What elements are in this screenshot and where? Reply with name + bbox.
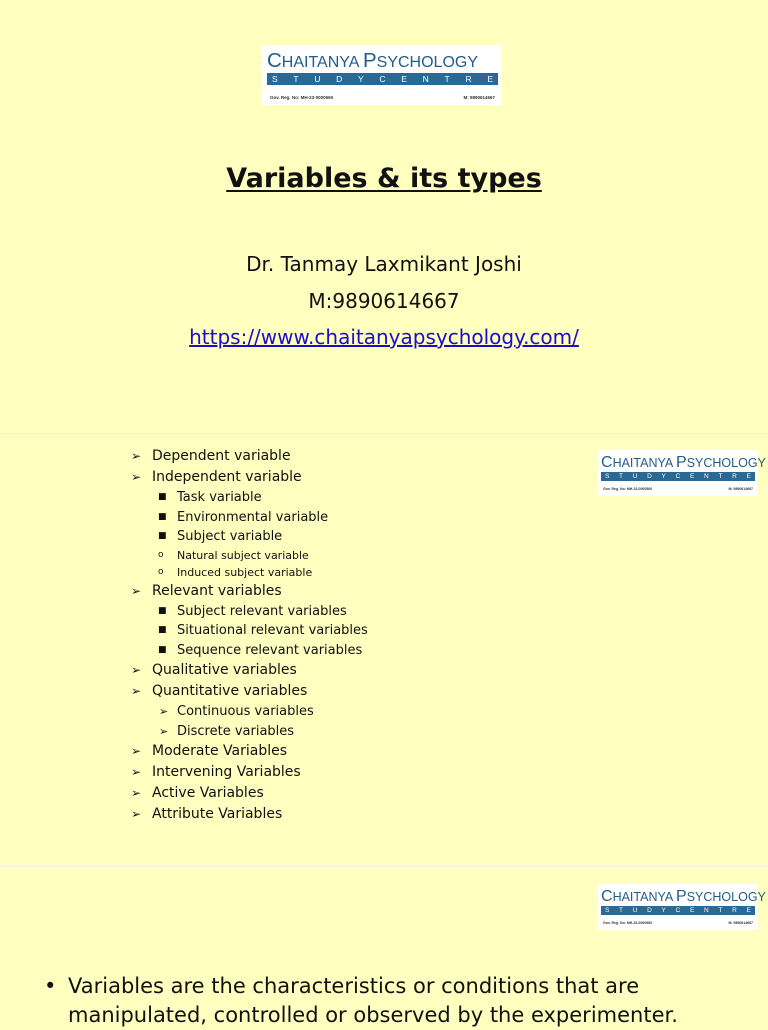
logo-subtitle-letter: T [444, 74, 450, 85]
list-item [131, 527, 551, 547]
logo-subtitle-letter: N [422, 74, 429, 85]
definition-bullet [44, 972, 764, 1030]
logo-subtitle-letter: Y [358, 74, 364, 85]
logo-chaitanya-psychology [262, 45, 502, 105]
logo-subtitle-letter: E [746, 907, 751, 914]
list-item [131, 602, 551, 622]
list-bullet: ■ [158, 644, 167, 655]
list-item [131, 467, 551, 488]
list-bullet: ■ [158, 605, 167, 616]
logo-registration: Gov. Reg. No: MH-23-0000560 M: 9890614667 [270, 95, 495, 101]
list-item [131, 508, 551, 528]
logo-registration: Gov. Reg. No: MH-23-0000560 M: 9890614667 [603, 487, 753, 491]
list-bullet: ➢ [159, 724, 169, 738]
list-bullet: ■ [158, 492, 167, 502]
logo-subtitle-bar [601, 472, 755, 481]
list-bullet: o [158, 566, 164, 577]
list-item [131, 581, 551, 602]
list-item [131, 446, 551, 467]
logo-subtitle-letter: C [379, 74, 386, 85]
logo-subtitle-letter: R [465, 74, 472, 85]
list-bullet: o [158, 549, 164, 560]
logo-subtitle-letter: N [704, 907, 709, 914]
logo-subtitle-letter: C [675, 473, 681, 480]
list-bullet: ■ [158, 625, 167, 635]
logo-subtitle-letter: E [487, 74, 493, 85]
list-item-text: Natural subject variable [177, 548, 309, 562]
logo-subtitle-letter: E [746, 473, 751, 480]
definition-text: Variables are the characteristics or conditions that are manipulated, controlled or observed by the experimenter. [68, 974, 678, 1027]
list-item [131, 547, 551, 564]
list-item-text: Quantitative variables [152, 683, 308, 699]
list-item-text: Situational relevant variables [177, 623, 368, 638]
logo-name: CHAITANYA PSYCHOLOGY [601, 888, 766, 905]
list-item [131, 621, 551, 641]
list-item [131, 641, 551, 661]
list-item-text: Active Variables [152, 785, 264, 801]
logo-subtitle-letter: T [718, 907, 723, 914]
variable-types-list [131, 446, 551, 825]
logo-subtitle-letter: D [336, 74, 343, 85]
logo-subtitle-letter: S [605, 907, 610, 914]
list-item-text: Subject variable [177, 529, 283, 544]
logo-subtitle-letter: T [293, 74, 299, 85]
list-bullet: ➢ [131, 470, 142, 484]
list-bullet: ➢ [131, 663, 142, 677]
logo-registration: Gov. Reg. No: MH-23-0000560 M: 9890614667 [603, 921, 753, 925]
logo-name: CHAITANYA PSYCHOLOGY [267, 49, 479, 72]
list-item [131, 660, 551, 681]
logo-subtitle-letter: T [718, 473, 723, 480]
list-item-text: Discrete variables [177, 723, 295, 739]
logo-subtitle-letter: U [632, 473, 638, 480]
logo-subtitle-letter: U [314, 74, 321, 85]
list-item-text: Qualitative variables [152, 662, 297, 678]
list-bullet: ➢ [131, 744, 142, 758]
list-item [131, 722, 551, 742]
list-item-text: Independent variable [152, 469, 302, 485]
list-bullet: ➢ [131, 765, 142, 779]
logo-subtitle-bar [267, 73, 498, 85]
logo-chaitanya-psychology [598, 884, 766, 930]
list-item-text: Sequence relevant variables [177, 642, 363, 658]
list-item [131, 762, 551, 783]
logo-subtitle-letter: Y [661, 473, 666, 480]
logo-subtitle-letter: E [401, 74, 407, 85]
website-link[interactable]: https://www.chaitanyapsychology.com/ [189, 325, 579, 349]
list-item-text: Relevant variables [152, 582, 282, 599]
list-bullet: ➢ [131, 449, 142, 463]
list-bullet: ➢ [131, 807, 142, 821]
logo-subtitle-letter: U [632, 907, 638, 914]
logo-subtitle-bar [601, 906, 755, 915]
list-bullet: ➢ [131, 583, 142, 598]
logo-subtitle-letter: S [272, 74, 278, 85]
logo-subtitle-letter: R [732, 907, 737, 914]
list-item-text: Dependent variable [152, 448, 291, 464]
list-item-text: Continuous variables [177, 704, 314, 719]
list-item-text: Subject relevant variables [177, 603, 347, 619]
list-item-text: Moderate Variables [152, 743, 288, 759]
list-item [131, 741, 551, 762]
logo-subtitle-letter: R [732, 473, 737, 480]
list-item-text: Attribute Variables [152, 806, 283, 822]
bullet-dot: • [44, 974, 57, 998]
list-item-text: Induced subject variable [177, 565, 313, 579]
logo-subtitle-letter: D [647, 473, 652, 480]
list-item [131, 681, 551, 702]
list-item-text: Task variable [177, 490, 262, 505]
list-bullet: ■ [158, 531, 167, 541]
author-mobile: M:9890614667 [308, 289, 460, 313]
list-item [131, 702, 551, 722]
list-bullet: ➢ [131, 684, 142, 698]
list-item [131, 783, 551, 804]
list-item-text: Environmental variable [177, 509, 329, 525]
list-bullet: ➢ [131, 786, 142, 800]
list-item [131, 488, 551, 508]
author-name: Dr. Tanmay Laxmikant Joshi [246, 252, 522, 276]
logo-subtitle-letter: N [704, 473, 709, 480]
logo-subtitle-letter: E [690, 907, 695, 914]
list-bullet: ■ [158, 511, 167, 522]
list-item [131, 804, 551, 825]
logo-subtitle-letter: C [675, 907, 681, 914]
page-title: Variables & its types [226, 163, 542, 194]
logo-subtitle-letter: Y [661, 907, 666, 914]
list-item-text: Intervening Variables [152, 764, 301, 780]
list-bullet: ➢ [159, 705, 169, 718]
logo-subtitle-letter: D [647, 907, 652, 914]
logo-subtitle-letter: E [690, 473, 695, 480]
logo-subtitle-letter: T [619, 473, 624, 480]
logo-subtitle-letter: T [619, 907, 624, 914]
list-item [131, 564, 551, 581]
logo-subtitle-letter: S [605, 473, 610, 480]
logo-chaitanya-psychology [598, 450, 766, 496]
logo-name: CHAITANYA PSYCHOLOGY [601, 454, 766, 471]
